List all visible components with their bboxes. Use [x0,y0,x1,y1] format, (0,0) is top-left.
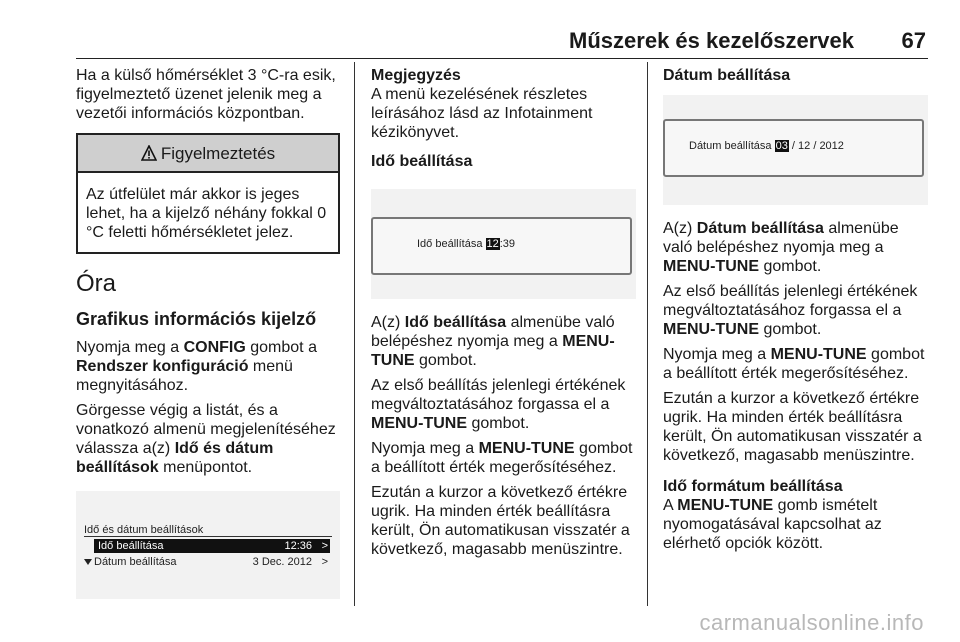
menu-heading: Idő és dátum beállítások [84,524,204,536]
menu-row-value: 12:36 [284,540,312,552]
heading-date-setting: Dátum beállítása [663,67,791,84]
paragraph: Görgesse végig a listát, és a vonatkozó almenü megjelenítéséhez válassza a(z) Idő és dátum beállítások menüpontot. [76,402,336,476]
menu-row-value: 3 Dec. 2012 [252,556,312,568]
display-text: Dátum beállítása 03 / 12 / 2012 [689,140,844,152]
paragraph: Az első beállítás jelenlegi értékének megváltoztatásához forgassa el a MENU-TUNE gombot. [371,377,626,432]
paragraph: Az első beállítás jelenlegi értékének megváltoztatásához forgassa el a MENU-TUNE gombot. [663,283,918,338]
menu-screen-figure [76,491,340,599]
warning-title: Figyelmeztetés [160,143,276,163]
highlighted-value: 03 [775,140,788,152]
divider [84,536,332,537]
paragraph: A(z) Idő beállítása almenübe való belépéshez nyomja meg a MENU-TUNE gombot. [371,314,615,369]
note-title: Megjegyzés [371,67,461,84]
display-text: Idő beállítása 12:39 [417,238,516,250]
column-2 [371,66,636,565]
menu-row [84,555,330,569]
warning-text: Az útfelület már akkor is jeges lehet, ha a kijelző néhány fokkal 0 °C feletti hőmérsékletet jelez. [86,186,327,241]
column-1 [76,66,340,599]
paragraph: Ezután a kurzor a következő értékre ugrik. Ha minden érték beállításra került, Ön automatikusan visszatér a következő, magasabb menüszintre. [371,484,630,558]
warning-triangle-icon [141,145,157,161]
heading-time-setting: Idő beállítása [371,153,473,170]
arrow-down-icon [84,559,92,565]
note-text: A menü kezelésének részletes leírásához lásd az Infotainment kézikönyvet. [371,86,593,141]
menu-row-label: Dátum beállítása [94,556,177,568]
menu-row-label: Idő beállítása [98,540,164,552]
page-number: 67 [901,28,926,53]
paragraph: Nyomja meg a CONFIG gombot a Rendszer konfiguráció menü megnyitásához. [76,339,317,394]
watermark: carmanualsonline.info [699,610,924,635]
header-title: Műszerek és kezelőszervek [569,28,854,53]
warning-box [76,133,340,254]
paragraph: A(z) Dátum beállítása almenübe való belépéshez nyomja meg a MENU-TUNE gombot. [663,220,899,275]
chevron-right-icon: > [321,556,328,568]
highlighted-value: 12 [486,238,499,250]
column-3 [663,66,928,559]
intro-paragraph: Ha a külső hőmérséklet 3 °C-ra esik, figyelmeztető üzenet jelenik meg a vezetői információs központban. [76,67,336,122]
column-divider [647,62,648,606]
page-header [76,22,928,59]
warning-header [78,135,338,173]
chevron-right-icon: > [321,540,328,552]
subsection-title: Grafikus információs kijelző [76,309,317,329]
paragraph: Nyomja meg a MENU-TUNE gombot a beállított érték megerősítéséhez. [371,440,633,476]
paragraph: Nyomja meg a MENU-TUNE gombot a beállított érték megerősítéséhez. [663,346,925,382]
heading-time-format: Idő formátum beállítása [663,478,843,495]
column-divider [354,62,355,606]
section-title: Óra [76,270,117,297]
paragraph: A MENU-TUNE gomb ismételt nyomogatásával kapcsolhat az elérhető opciók között. [663,497,882,552]
menu-row-selected [94,539,330,553]
paragraph: Ezután a kurzor a következő értékre ugrik. Ha minden érték beállításra került, Ön automatikusan visszatér a következő, magasabb menüszintre. [663,390,922,464]
date-screen-figure [663,95,928,205]
time-screen-figure [371,189,636,299]
